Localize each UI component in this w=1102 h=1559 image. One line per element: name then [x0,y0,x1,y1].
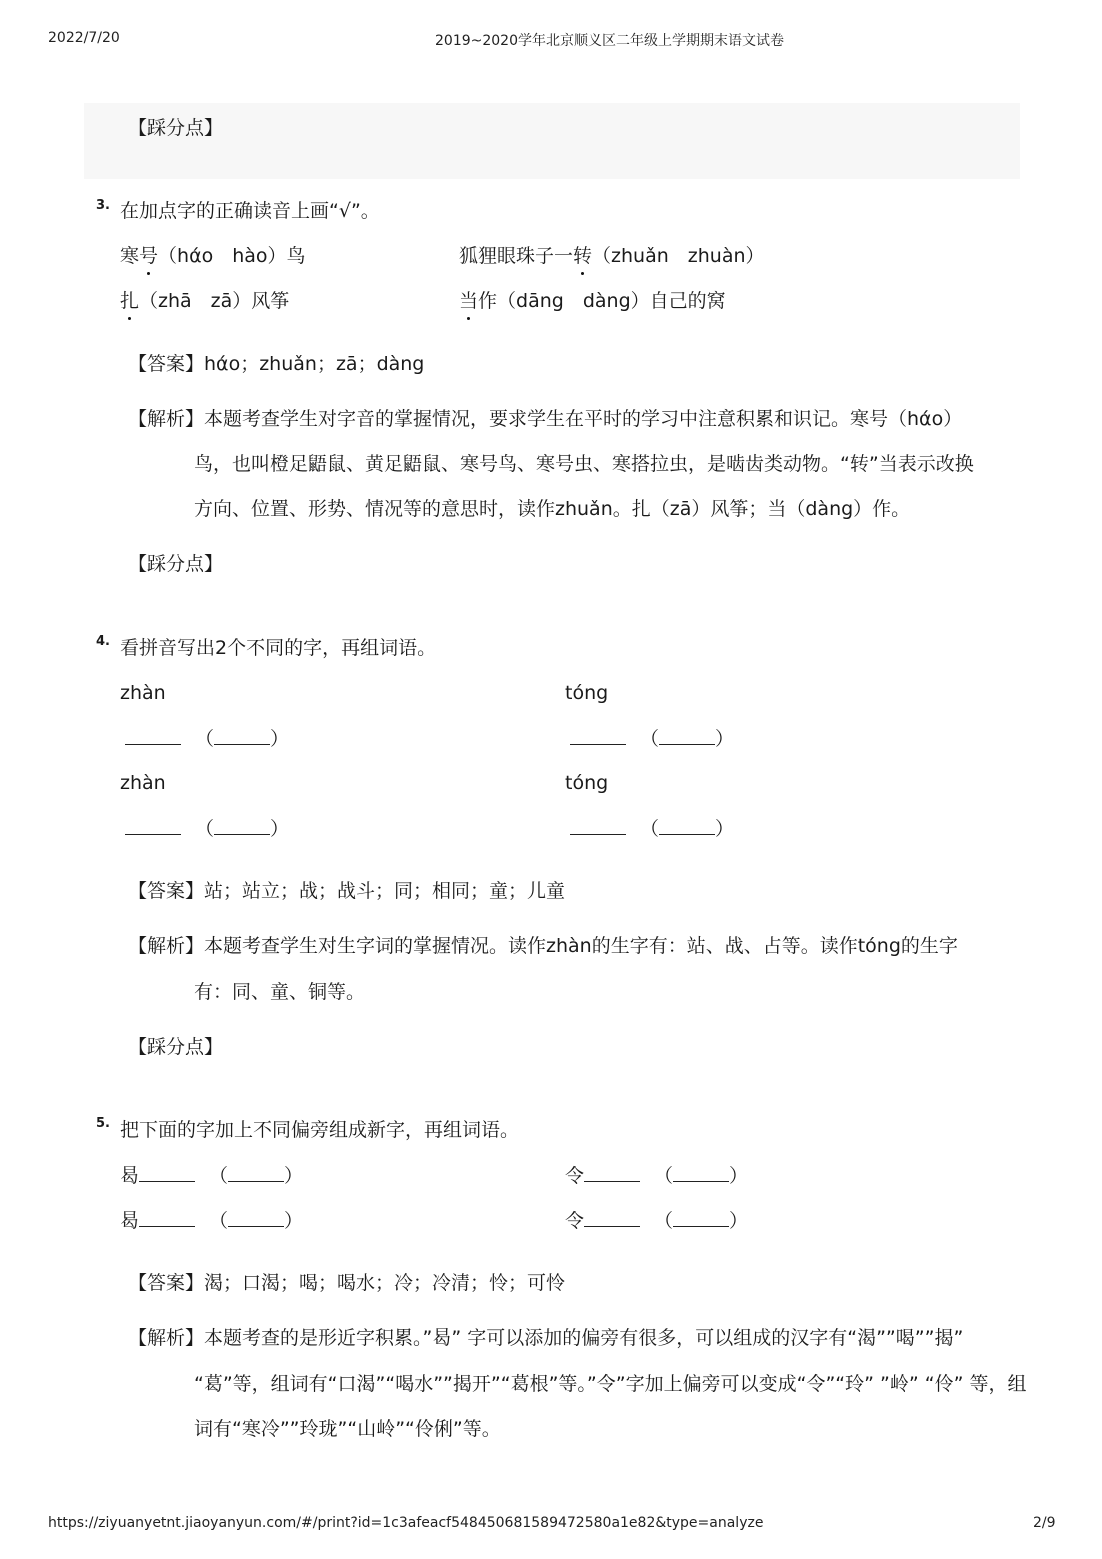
blank-char[interactable] [570,816,626,835]
paren-close: ） [729,1165,749,1187]
q4-pinyin-2: tóng [565,682,609,704]
q5-row-1a [120,1163,303,1188]
blank-char[interactable] [139,1208,195,1227]
q4-blank-row-1a [125,726,289,751]
q3-item-1-dotted: 号 [139,245,159,267]
paren-open: （ [654,1210,674,1232]
q5-analysis-line-3: 词有“寒冷””玲珑”“山岭”“伶俐”等。 [194,1418,501,1440]
paren-close: ） [715,818,735,840]
analysis-label: 【解析】 [128,408,205,430]
q5-row-1b [565,1163,748,1188]
q5-base-char: 令 [565,1165,585,1187]
q3-answer-text: hάo；zhuǎn；zā；dàng [204,353,425,375]
q3-item-2-c: （zhuǎn zhuàn） [592,245,765,267]
paren-open: （ [654,1165,674,1187]
q3-item-2-a: 狐狸眼珠子一 [459,245,574,267]
q4-blank-row-1b [570,726,734,751]
blank-char[interactable] [139,1163,195,1182]
blank-char[interactable] [570,726,626,745]
q4-points-label: 【踩分点】 [128,1036,224,1058]
paren-open: （ [640,818,660,840]
paren-close: ） [715,728,735,750]
paren-close: ） [270,728,290,750]
analysis-label: 【解析】 [128,935,205,957]
footer-page-number: 2/9 [1033,1515,1056,1531]
answer-label: 【答案】 [128,353,205,375]
q3-item-3-b: （zhā zā）风筝 [139,290,290,312]
paren-close: ） [284,1210,304,1232]
q5-base-char: 曷 [120,1210,140,1232]
q3-answer [128,352,424,376]
blank-word[interactable] [659,726,715,745]
q3-item-1-a: 寒 [120,245,140,267]
paren-close: ） [284,1165,304,1187]
question-3-stem: 在加点字的正确读音上画“√”。 [120,200,380,222]
blank-word[interactable] [673,1208,729,1227]
header-date: 2022/7/20 [48,30,120,46]
q4-blank-row-2b [570,816,734,841]
q3-item-4-b: 作（dāng dàng）自己的窝 [478,290,726,312]
q4-pinyin-4: tóng [565,772,609,794]
q3-item-1 [120,244,306,268]
q4-answer-text: 站；站立；战；战斗；同；相同；童；儿童 [204,880,566,902]
analysis-label: 【解析】 [128,1327,205,1349]
blank-char[interactable] [584,1208,640,1227]
blank-word[interactable] [673,1163,729,1182]
q5-base-char: 令 [565,1210,585,1232]
paren-close: ） [270,818,290,840]
paren-close: ） [729,1210,749,1232]
paren-open: （ [195,818,215,840]
paren-open: （ [640,728,660,750]
q4-analysis-line-2: 有：同、童、铜等。 [194,981,366,1003]
q4-answer [128,879,565,903]
q3-item-2 [459,244,765,268]
q3-item-4-dotted: 当 [459,290,479,312]
q4-blank-row-2a [125,816,289,841]
blank-word[interactable] [214,726,270,745]
paren-open: （ [209,1165,229,1187]
q5-analysis-line-1 [128,1326,963,1350]
q3-item-3-dotted: 扎 [120,290,140,312]
blank-char[interactable] [125,726,181,745]
question-5-stem: 把下面的字加上不同偏旁组成新字，再组词语。 [120,1119,520,1141]
q3-points-label: 【踩分点】 [128,553,224,575]
q5-analysis-line-2: “葛”等，组词有“口渴”“喝水””揭开”“葛根”等。”令”字加上偏旁可以变成“令”“玲” ”岭” “伶” 等，组 [194,1373,1027,1395]
q3-analysis-line-1 [128,407,962,431]
q3-item-4 [459,289,726,313]
q5-row-2b [565,1208,748,1233]
q3-item-2-dotted: 转 [573,245,593,267]
question-number-5: 5. [96,1116,110,1131]
points-label-top: 【踩分点】 [128,117,224,139]
question-4-stem: 看拼音写出2个不同的字，再组词语。 [120,637,437,659]
q5-analysis-text-1: 本题考查的是形近字积累。”曷” 字可以添加的偏旁有很多，可以组成的汉字有“渴””喝””揭” [204,1327,964,1349]
q4-analysis-line-1 [128,934,958,958]
blank-word[interactable] [214,816,270,835]
blank-char[interactable] [125,816,181,835]
q4-pinyin-3: zhàn [120,772,166,794]
q5-row-2a [120,1208,303,1233]
blank-word[interactable] [228,1163,284,1182]
answer-label: 【答案】 [128,1272,205,1294]
paren-open: （ [209,1210,229,1232]
blank-word[interactable] [659,816,715,835]
blank-char[interactable] [584,1163,640,1182]
q4-pinyin-1: zhàn [120,682,166,704]
header-title: 2019~2020学年北京顺义区二年级上学期期末语文试卷 [435,33,784,49]
answer-label: 【答案】 [128,880,205,902]
q5-answer [128,1271,565,1295]
q5-base-char: 曷 [120,1165,140,1187]
q3-item-3 [120,289,289,313]
blank-word[interactable] [228,1208,284,1227]
q3-analysis-line-3: 方向、位置、形势、情况等的意思时，读作zhuǎn。扎（zā）风筝；当（dàng）作。 [194,498,911,520]
question-number-3: 3. [96,198,110,213]
q3-analysis-text-1: 本题考查学生对字音的掌握情况，要求学生在平时的学习中注意积累和识记。寒号（hάo） [204,408,963,430]
q3-analysis-line-2: 鸟，也叫橙足鼯鼠、黄足鼯鼠、寒号鸟、寒号虫、寒搭拉虫，是啮齿类动物。“转”当表示改换 [194,453,974,475]
q3-item-1-c: （hάo hào）鸟 [158,245,306,267]
points-band [84,103,1020,179]
paren-open: （ [195,728,215,750]
footer-url[interactable]: https://ziyuanyetnt.jiaoyanyun.com/#/print?id=1c3afeacf5484506815894725​80a1e82&type=analyze [48,1515,764,1531]
question-number-4: 4. [96,634,110,649]
q5-answer-text: 渴；口渴；喝；喝水；冷；冷清；怜；可怜 [204,1272,566,1294]
q4-analysis-text-1: 本题考查学生对生字词的掌握情况。读作zhàn的生字有：站、战、占等。读作tóng的生字 [204,935,958,957]
